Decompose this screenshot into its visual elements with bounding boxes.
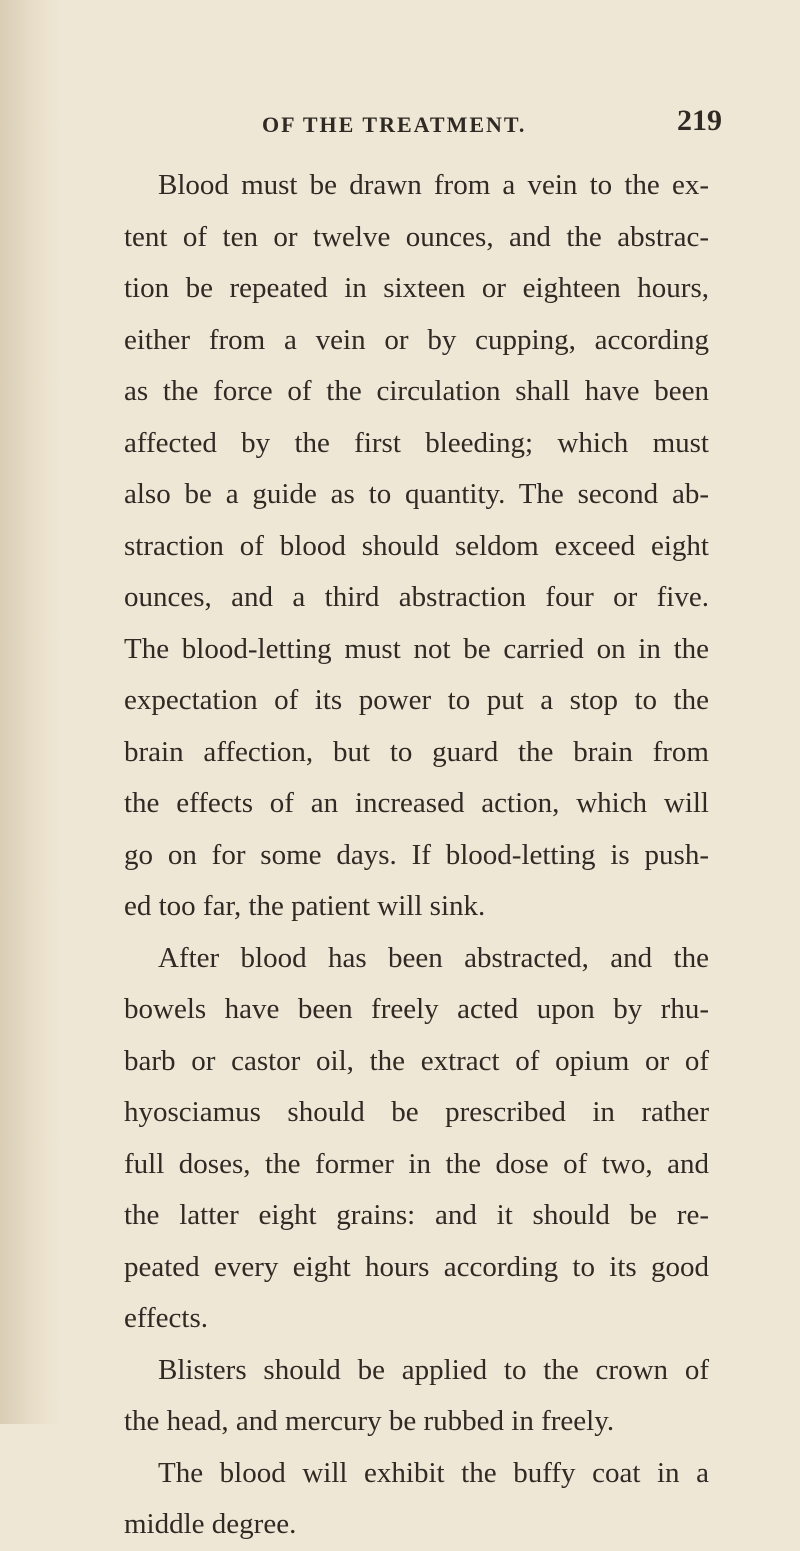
text-line: The blood-letting must not be carried on in the <box>124 632 709 665</box>
text-line: effects. <box>124 1302 208 1334</box>
text-line: ed too far, the patient will sink. <box>124 890 486 922</box>
running-head <box>262 104 722 144</box>
text-line: brain affection, but to guard the brain from <box>124 735 709 768</box>
text-line: barb or castor oil, the extract of opium or of <box>124 1044 709 1077</box>
text-line: peated every eight hours according to its good <box>124 1250 709 1283</box>
body-text <box>124 160 709 1551</box>
text-line: middle degree. <box>124 1508 297 1540</box>
text-line: ounces, and a third abstraction four or five. <box>124 581 709 613</box>
text-line: as the force of the circulation shall have been <box>124 375 709 407</box>
text-line: straction of blood should seldom exceed eight <box>124 529 709 562</box>
running-title: OF THE TREATMENT. <box>262 112 527 137</box>
text-line: affected by the first bleeding; which must <box>124 426 709 459</box>
text-line: Blisters should be applied to the crown of <box>158 1353 709 1386</box>
text-line: Blood must be drawn from a vein to the ex- <box>158 169 709 201</box>
text-line: tent of ten or twelve ounces, and the abstrac- <box>124 220 709 253</box>
text-line: full doses, the former in the dose of two, and <box>124 1147 709 1180</box>
text-line: go on for some days. If blood-letting is push- <box>124 838 709 871</box>
text-line: expectation of its power to put a stop to the <box>124 684 709 716</box>
text-line: The blood will exhibit the buffy coat in a <box>158 1456 709 1489</box>
text-line: After blood has been abstracted, and the <box>158 941 709 974</box>
text-line: also be a guide as to quantity. The second ab- <box>124 478 709 510</box>
text-line: the head, and mercury be rubbed in freely. <box>124 1405 615 1437</box>
text-line: hyosciamus should be prescribed in rather <box>124 1096 709 1128</box>
text-line: either from a vein or by cupping, according <box>124 323 709 356</box>
page-number: 219 <box>677 104 722 137</box>
text-line: the effects of an increased action, which will <box>124 787 709 819</box>
text-line: tion be repeated in sixteen or eighteen hours, <box>124 272 709 304</box>
text-line: the latter eight grains: and it should be re- <box>124 1199 709 1231</box>
text-line: bowels have been freely acted upon by rhu- <box>124 993 709 1025</box>
